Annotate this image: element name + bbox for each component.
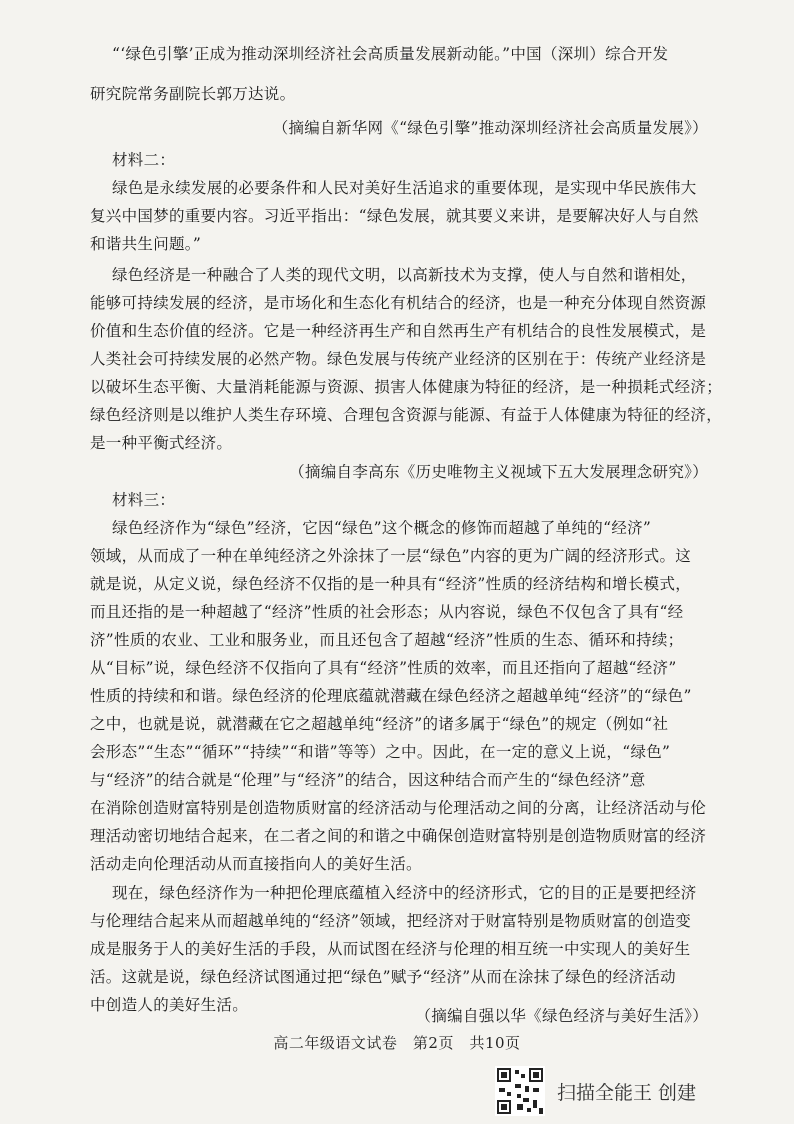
text-line: 绿色是永续发展的必要条件和人民对美好生活追求的重要体现，是实现中华民族伟大	[112, 179, 697, 197]
text-line: 和谐共生问题。”	[90, 235, 202, 253]
text-line: 以破坏生态平衡、大量消耗能源与资源、损害人体健康为特征的经济，是一种损耗式经济；	[90, 378, 723, 396]
text-line: “‘绿色引擎’正成为推动深圳经济社会高质量发展新动能。”中国（深圳）综合开发	[112, 45, 669, 63]
text-line: 复兴中国梦的重要内容。习近平指出：“绿色发展，就其要义来讲，是要解决好人与自然	[90, 207, 699, 225]
text-line: 研究院常务副院长郭万达说。	[90, 85, 296, 103]
source-citation: （摘编自新华网《“绿色引擎”推动深圳经济社会高质量发展》）	[272, 119, 708, 137]
page-footer: 高二年级语文试卷 第2页 共10页	[273, 1034, 521, 1052]
text-line: 而且还指的是一种超越了“经济”性质的社会形态；从内容说，绿色不仅包含了具有“经	[90, 603, 684, 621]
scanner-watermark	[495, 1066, 755, 1116]
text-line: 就是说，从定义说，绿色经济不仅指的是一种具有“经济”性质的经济结构和增长模式，	[90, 575, 692, 593]
text-line: 从“目标”说，绿色经济不仅指向了具有“经济”性质的效率，而且还指向了超越“经济”	[90, 659, 677, 677]
section-heading: 材料二：	[112, 151, 176, 169]
text-line: 绿色经济作为“绿色”经济，它因“绿色”这个概念的修饰而超越了单纯的“经济”	[112, 519, 652, 537]
source-citation: （摘编自李高东《历史唯物主义视域下五大发展理念研究》）	[289, 463, 708, 481]
text-line: 能够可持续发展的经济，是市场化和生态化有机结合的经济，也是一种充分体现自然资源	[90, 294, 707, 312]
text-line: 性质的持续和和谐。绿色经济的伦理底蕴就潜藏在绿色经济之超越单纯“经济”的“绿色”	[90, 687, 692, 705]
text-line: 绿色经济则是以维护人类生存环境、合理包含资源与能源、有益于人体健康为特征的经济，	[90, 406, 723, 424]
qr-code-icon	[495, 1066, 545, 1116]
text-line: 成是服务于人的美好生活的手段，从而试图在经济与伦理的相互统一中实现人的美好生	[90, 940, 691, 958]
text-line: 领域，从而成了一种在单纯经济之外涂抹了一层“绿色”内容的更为广阔的经济形式。这	[90, 547, 692, 565]
text-line: 是一种平衡式经济。	[90, 434, 233, 452]
text-line: 活。这就是说，绿色经济试图通过把“绿色”赋予“经济”从而在涂抹了绿色的经济活动	[90, 968, 676, 986]
text-line: 现在，绿色经济作为一种把伦理底蕴植入经济中的经济形式，它的目的正是要把经济	[112, 884, 697, 902]
section-heading: 材料三：	[112, 491, 176, 509]
text-line: 在消除创造财富特别是创造物质财富的经济活动与伦理活动之间的分离，让经济活动与伦	[90, 799, 707, 817]
text-line: 会形态”“生态”“循环”“持续”“和谐”等等）之中。因此，在一定的意义上说，“绿色”	[90, 743, 671, 761]
text-line: 理活动密切地结合起来，在二者之间的和谐之中确保创造财富特别是创造物质财富的经济	[90, 827, 707, 845]
source-citation: （摘编自强以华《绿色经济与美好生活》）	[415, 1007, 708, 1025]
scanner-label: 扫描全能王 创建	[557, 1082, 697, 1104]
text-line: 与“经济”的结合就是“伦理”与“经济”的结合，因这种结合而产生的“绿色经济”意	[90, 771, 646, 789]
text-line: 之中，也就是说，就潜藏在它之超越单纯“经济”的诸多属于“绿色”的规定（例如“社	[90, 715, 669, 733]
text-line: 活动走向伦理活动从而直接指向人的美好生活。	[90, 855, 422, 873]
text-line: 人类社会可持续发展的必然产物。绿色发展与传统产业经济的区别在于：传统产业经济是	[90, 350, 707, 368]
text-line: 绿色经济是一种融合了人类的现代文明，以高新技术为支撑，使人与自然和谐相处，	[112, 266, 697, 284]
text-line: 中创造人的美好生活。	[90, 996, 249, 1014]
text-line: 济”性质的农业、工业和服务业，而且还包含了超越“经济”性质的生态、循环和持续；	[90, 631, 684, 649]
text-line: 与伦理结合起来从而超越单纯的“经济”领域，把经济对于财富特别是物质财富的创造变	[90, 912, 692, 930]
text-line: 价值和生态价值的经济。它是一种经济再生产和自然再生产有机结合的良性发展模式，是	[90, 322, 707, 340]
